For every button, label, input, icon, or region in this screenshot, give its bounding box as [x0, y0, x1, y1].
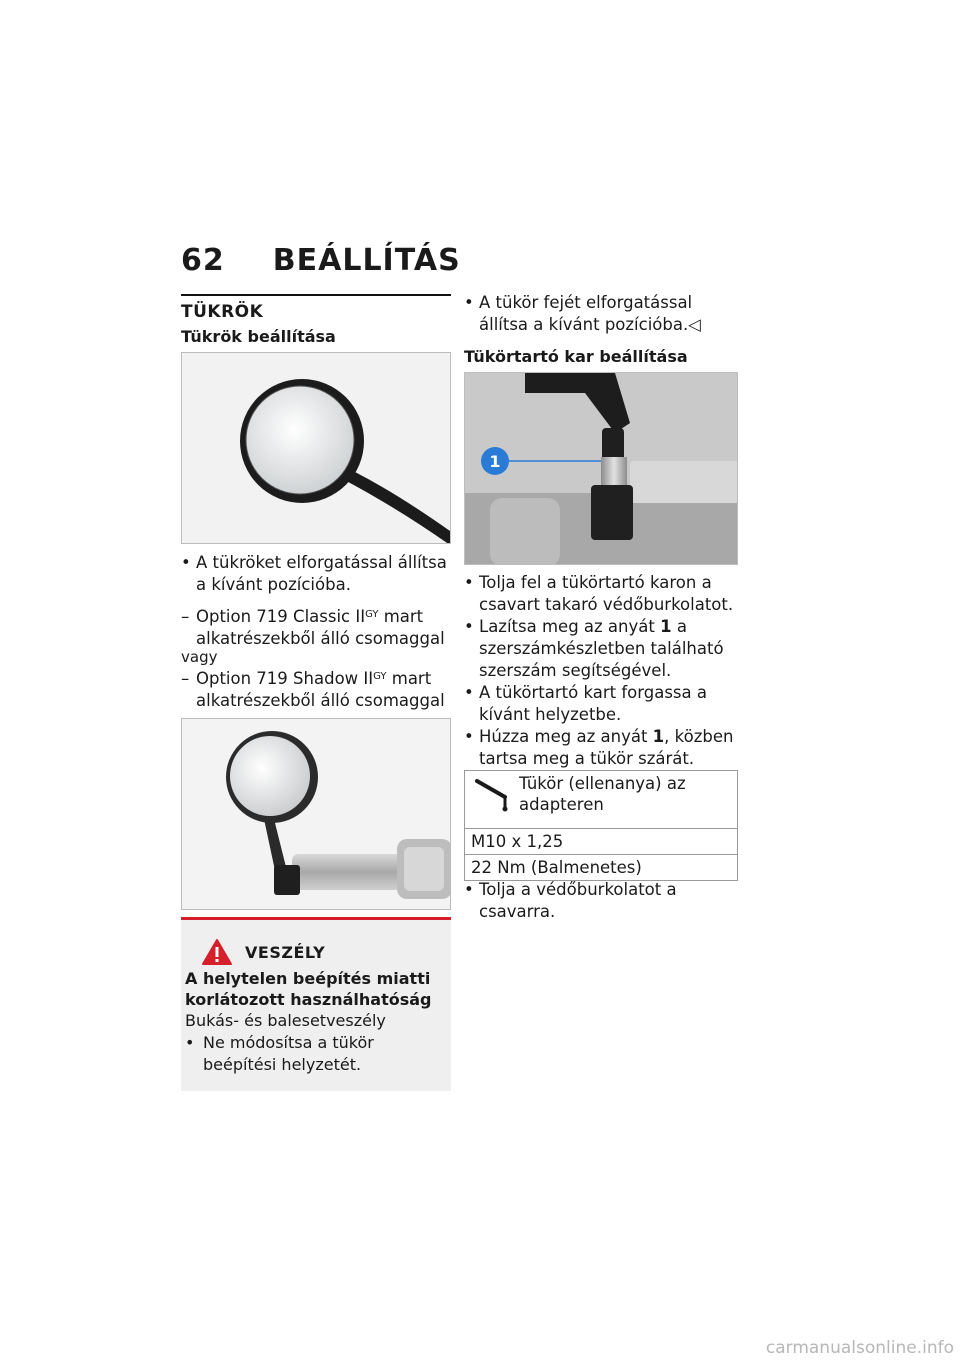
danger-title: A helytelen beépítés miatti korlátozott használhatóság [185, 969, 432, 1009]
chapter-title: BEÁLLÍTÁS [272, 243, 461, 278]
right-last-step [464, 879, 738, 923]
mirror-round-figure [181, 352, 451, 544]
danger-consequence: Bukás- és balesetveszély [185, 1011, 386, 1030]
left-subtitle: Tükrök beállítása [181, 327, 336, 346]
danger-header [201, 938, 325, 966]
option-classic: – Option 719 Classic $II^{GY}$ mart alkatrészekből álló csomaggal [181, 606, 451, 650]
right-subtitle: Tükörtartó kar beállítása [464, 347, 688, 366]
warning-triangle-icon [201, 938, 233, 966]
end-of-section-mark: ◁ [688, 315, 701, 334]
mirror-arm-illustration [465, 373, 738, 565]
section-title: TÜKRÖK [181, 294, 451, 322]
callout-label: 1 [489, 452, 501, 471]
page-number: 62 [181, 243, 225, 278]
right-top-text [464, 292, 738, 336]
danger-body [185, 1010, 447, 1076]
round-mirror-illustration [182, 353, 451, 544]
step-tighten-nut: • Húzza meg az anyát 1, közben tartsa meg a tükör szárát. [464, 726, 738, 770]
bar-end-mirror-illustration [182, 719, 451, 910]
step-push-cover-back: • Tolja a védőburkolatot a csavarra. [464, 879, 738, 923]
bullet-rotate-head: • A tükör fejét elforgatással állítsa a kívánt pozícióba.◁ [464, 292, 738, 336]
torque-wrench-icon [471, 773, 511, 813]
left-text-1 [181, 552, 451, 596]
step-loosen-nut: • Lazítsa meg az anyát 1 a szerszámkészletben található szerszám segítségével. [464, 616, 738, 682]
spec-header-cell [465, 771, 738, 829]
option-shadow: – Option 719 Shadow $II^{GY}$ mart alkatrészekből álló csomaggal [181, 668, 451, 712]
spec-thread: M10 x 1,25 [465, 829, 738, 855]
page-header [181, 243, 461, 278]
mirror-barend-figure [181, 718, 451, 910]
danger-bullet: • Ne módosítsa a tükör beépítési helyzetét. [185, 1032, 447, 1076]
danger-label: VESZÉLY [245, 942, 326, 962]
or-word: vagy [181, 648, 218, 666]
spec-torque: 22 Nm (Balmenetes) [465, 855, 738, 881]
step-push-cover: • Tolja fel a tükörtartó karon a csavart takaró védőburkolatot. [464, 572, 738, 616]
danger-notice [181, 917, 451, 1091]
left-options [181, 606, 451, 712]
right-steps [464, 572, 738, 770]
spec-label: Tükör (ellenanya) az adapteren [519, 774, 686, 814]
torque-spec-table [464, 770, 738, 881]
bullet-rotate-mirrors: • A tükröket elforgatással állítsa a kívánt pozícióba. [181, 552, 451, 596]
watermark: carmanualsonline.info [765, 1338, 954, 1358]
mirror-arm-figure [464, 372, 738, 565]
step-rotate-arm: • A tükörtartó kart forgassa a kívánt helyzetbe. [464, 682, 738, 726]
